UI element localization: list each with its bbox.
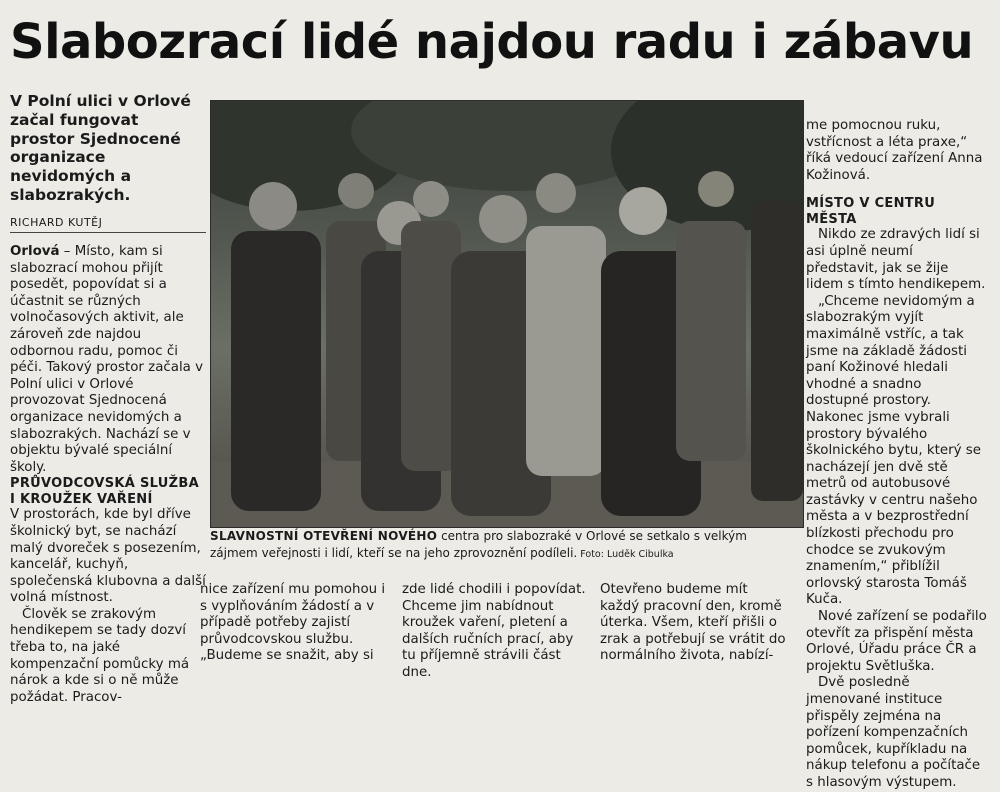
col1-p3: Člověk se zrakovým hendikepem se tady dozví třeba to, na jaké kompenzační pomůcky má nárok a kde si o ně může požádat. Pracov- xyxy=(10,606,190,705)
col1-p2: V prostorách, kde byl dříve školnický byt, se nachází malý dvoreček s posezením, kancelář, kuchyň, společenská klubovna a další volná místnost. xyxy=(10,507,206,606)
column-5 xyxy=(806,118,988,792)
caption-text: centra pro slabozraké v Orlové se setkalo s velkým zájmem veřejnosti i lidí, kteří se na jeho zprovoznění podíleli. xyxy=(210,529,747,560)
caption-bold: SLAVNOSTNÍ OTEVŘENÍ NOVÉHO xyxy=(210,529,438,543)
col5-p3: „Chceme nevidomým a slabozrakým vyjít maximálně vstříc, a tak jsme na základě žádosti paní Kožinové hledali vhodné a snadno dostupné prostory. Nakonec jsme vybrali prostory bývalého školnického bytu, který se nacházejí jen dvě stě metrů od autobusové zastávky v centru našeho města a v bezprostřední blízkosti přechodu pro chodce se zvukovým znamením,“ přiblížil orlovský starosta Tomáš Kuča. xyxy=(806,293,982,608)
intro-text: – Místo, kam si slabozrací mohou přijít posedět, popovídat si a účastnit se různých volnočasových aktivit, ale zároveň zde najdou odbornou radu, pomoc či péči. Takový prostor začala v Polní ulici v Orlové provozovat Sjednocená organizace nevidomých a slabozrakých. Nachází se v objektu bývalé speciální školy. xyxy=(10,244,204,475)
author-byline: RICHARD KUTĚJ xyxy=(10,216,206,233)
group-photo-illustration xyxy=(211,101,803,527)
column-2: nice zařízení mu pomohou i s vyplňováním žádostí a v případě potřeby zajistí průvodcovskou službu. „Budeme se snažit, aby si xyxy=(200,582,386,664)
column-3: zde lidé chodili i popovídat. Chceme jim nabídnout kroužek vaření, pletení a dalších ručních prací, aby tu příjemně strávili část dne. xyxy=(402,582,586,680)
col1-intro xyxy=(10,244,206,476)
intro-place: Orlová xyxy=(10,244,60,259)
col5-subhead: MÍSTO V CENTRU MĚSTA xyxy=(806,196,936,227)
column-4: Otevřeno budeme mít každý pracovní den, kromě úterka. Všem, kteří přišli o zrak a potřebují se vrátit do normálního života, nabízí- xyxy=(600,582,786,664)
col5-p5: Dvě posledně jmenované instituce přispěly zejména na pořízení kompenzačních pomůcek, kupříkladu na nákup telefonu a počítače s hlasovým výstupem. xyxy=(806,675,981,790)
col1-subhead: PRŮVODCOVSKÁ SLUŽBA I KROUŽEK VAŘENÍ xyxy=(10,476,199,507)
lead-paragraph: V Polní ulici v Orlové začal fungovat prostor Sjednocené organizace nevidomých a slabozrakých. xyxy=(10,92,191,204)
group-photo xyxy=(210,100,804,528)
headline: Slabozrací lidé najdou radu i zábavu xyxy=(10,14,974,70)
col5-p1: me pomocnou ruku, vstřícnost a léta praxe,“ říká vedoucí zařízení Anna Kožinová. xyxy=(806,118,983,183)
photo-caption xyxy=(210,528,770,563)
column-1 xyxy=(10,244,206,706)
col5-p2: Nikdo ze zdravých lidí si asi úplně neumí představit, jak se žije lidem s tímto hendikepem. xyxy=(806,227,986,293)
col5-p4: Nové zařízení se podařilo otevřít za přispění města Orlové, Úřadu práce ČR a projektu Světluška. xyxy=(806,609,987,674)
photo-credit: Foto: Luděk Cibulka xyxy=(577,549,674,560)
